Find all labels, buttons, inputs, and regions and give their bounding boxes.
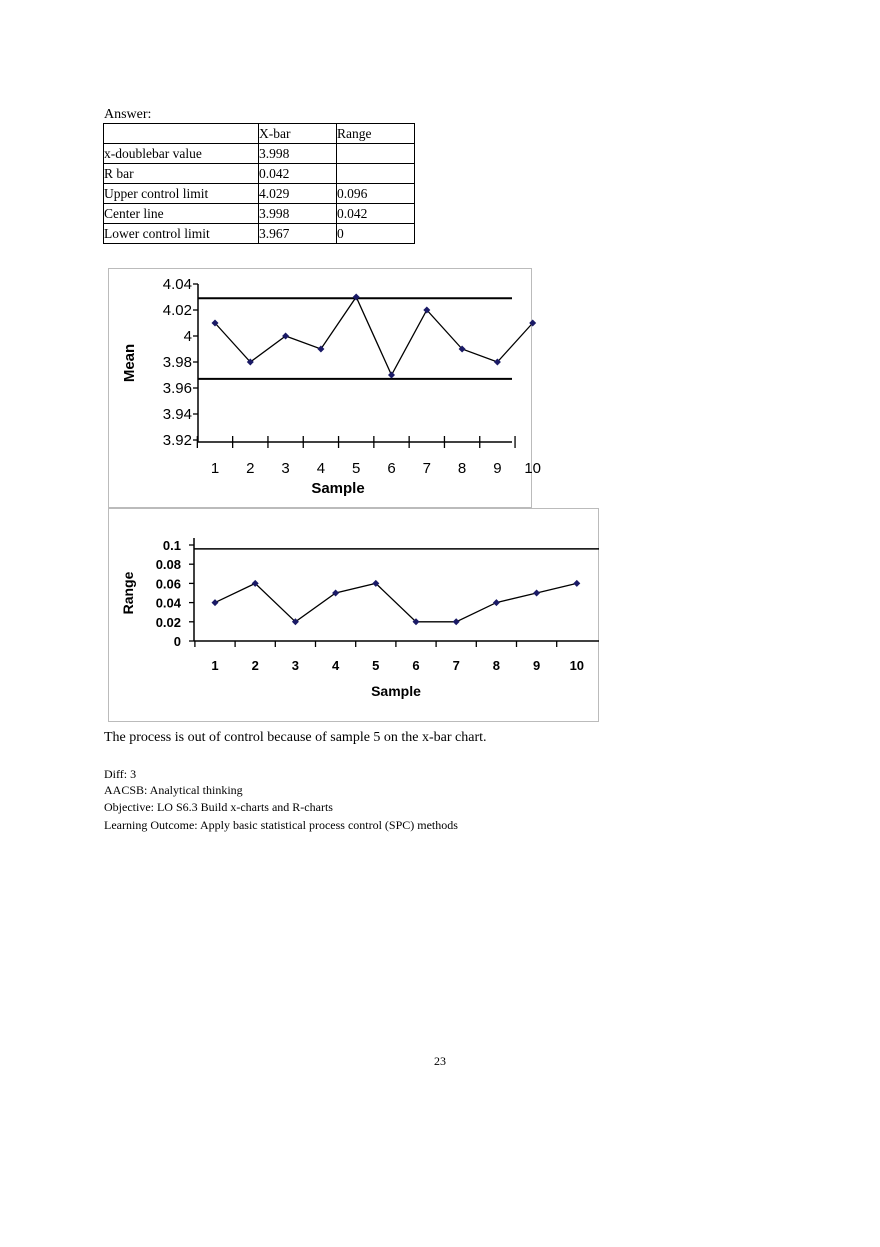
table-cell: 3.998: [259, 144, 337, 164]
xbar-y-axis-label: Mean: [121, 343, 138, 383]
range-x-tick-label: 4: [331, 658, 340, 673]
xbar-y-tick-label: 4.04: [162, 276, 192, 293]
xbar-x-tick-label: 3: [281, 460, 290, 477]
range-x-tick-label: 10: [569, 658, 585, 673]
table-row: [104, 224, 415, 244]
range-x-tick-label: 2: [251, 658, 259, 673]
xbar-y-tick-label: 3.94: [162, 406, 192, 423]
range-x-axis-label: Sample: [371, 683, 421, 699]
xbar-y-tick-label: 4: [183, 328, 192, 345]
table-cell: Center line: [104, 204, 259, 224]
meta-diff: Diff: 3: [104, 767, 137, 781]
range-y-tick-label: 0.1: [162, 538, 181, 553]
table-row: [104, 144, 415, 164]
range-y-tick-label: 0: [173, 634, 181, 649]
page-number: 23: [434, 1054, 446, 1068]
table-cell: [104, 124, 259, 144]
table-cell: 3.967: [259, 224, 337, 244]
range-x-tick-label: 9: [532, 658, 541, 673]
table-cell: 0.096: [337, 184, 415, 204]
table-cell: 3.998: [259, 204, 337, 224]
table-row: [104, 184, 415, 204]
xbar-y-tick-label: 3.98: [162, 354, 192, 371]
meta-aacsb: AACSB: Analytical thinking: [104, 783, 243, 797]
xbar-x-tick-label: 10: [524, 460, 542, 477]
meta-learning-outcome: Learning Outcome: Apply basic statistical process control (SPC) methods: [104, 818, 458, 832]
table-cell: Lower control limit: [104, 224, 259, 244]
table-header-xbar: X-bar: [259, 124, 337, 144]
xbar-x-tick-label: 6: [387, 460, 396, 477]
table-row: [104, 164, 415, 184]
xbar-x-tick-label: 5: [352, 460, 361, 477]
range-y-tick-label: 0.08: [155, 557, 181, 573]
answer-label: Answer:: [104, 107, 152, 122]
xbar-y-tick-label: 3.96: [162, 380, 192, 397]
range-x-tick-label: 1: [211, 658, 219, 673]
range-x-tick-label: 6: [412, 658, 420, 673]
range-y-tick-label: 0.06: [155, 576, 181, 592]
range-x-tick-label: 5: [372, 658, 380, 673]
table-row: [104, 204, 415, 224]
control-limits-table: [103, 123, 415, 244]
range-y-tick-label: 0.02: [155, 614, 181, 630]
range-y-axis-label: Range: [120, 571, 136, 615]
table-cell: Upper control limit: [104, 184, 259, 204]
range-chart: [108, 508, 599, 722]
xbar-chart: [108, 268, 542, 508]
table-cell: 0.042: [259, 164, 337, 184]
xbar-x-tick-label: 7: [422, 460, 431, 477]
xbar-x-axis-label: Sample: [311, 480, 365, 497]
xbar-y-tick-label: 4.02: [162, 302, 192, 319]
table-header-row: [104, 124, 415, 144]
xbar-x-tick-label: 9: [493, 460, 502, 477]
table-header-range: Range: [337, 124, 415, 144]
xbar-x-tick-label: 8: [457, 460, 467, 477]
xbar-chart-svg: [108, 268, 542, 508]
range-chart-frame: [109, 509, 599, 722]
range-x-tick-label: 7: [452, 658, 460, 673]
xbar-x-tick-label: 1: [210, 460, 220, 477]
xbar-x-tick-label: 4: [316, 460, 326, 477]
xbar-y-tick-label: 3.92: [162, 432, 192, 449]
table-cell: 0.042: [337, 204, 415, 224]
table-cell: R bar: [104, 164, 259, 184]
xbar-x-tick-label: 2: [246, 460, 255, 477]
table-cell: 4.029: [259, 184, 337, 204]
range-x-tick-label: 8: [492, 658, 501, 673]
range-chart-svg: [108, 508, 599, 722]
conclusion-text: The process is out of control because of sample 5 on the x-bar chart.: [104, 730, 487, 745]
meta-objective: Objective: LO S6.3 Build x-charts and R-charts: [104, 800, 333, 814]
table-cell: x-doublebar value: [104, 144, 259, 164]
table-cell: [337, 144, 415, 164]
range-y-tick-label: 0.04: [155, 595, 181, 611]
range-x-tick-label: 3: [291, 658, 300, 673]
table-cell: [337, 164, 415, 184]
table-cell: 0: [337, 224, 415, 244]
